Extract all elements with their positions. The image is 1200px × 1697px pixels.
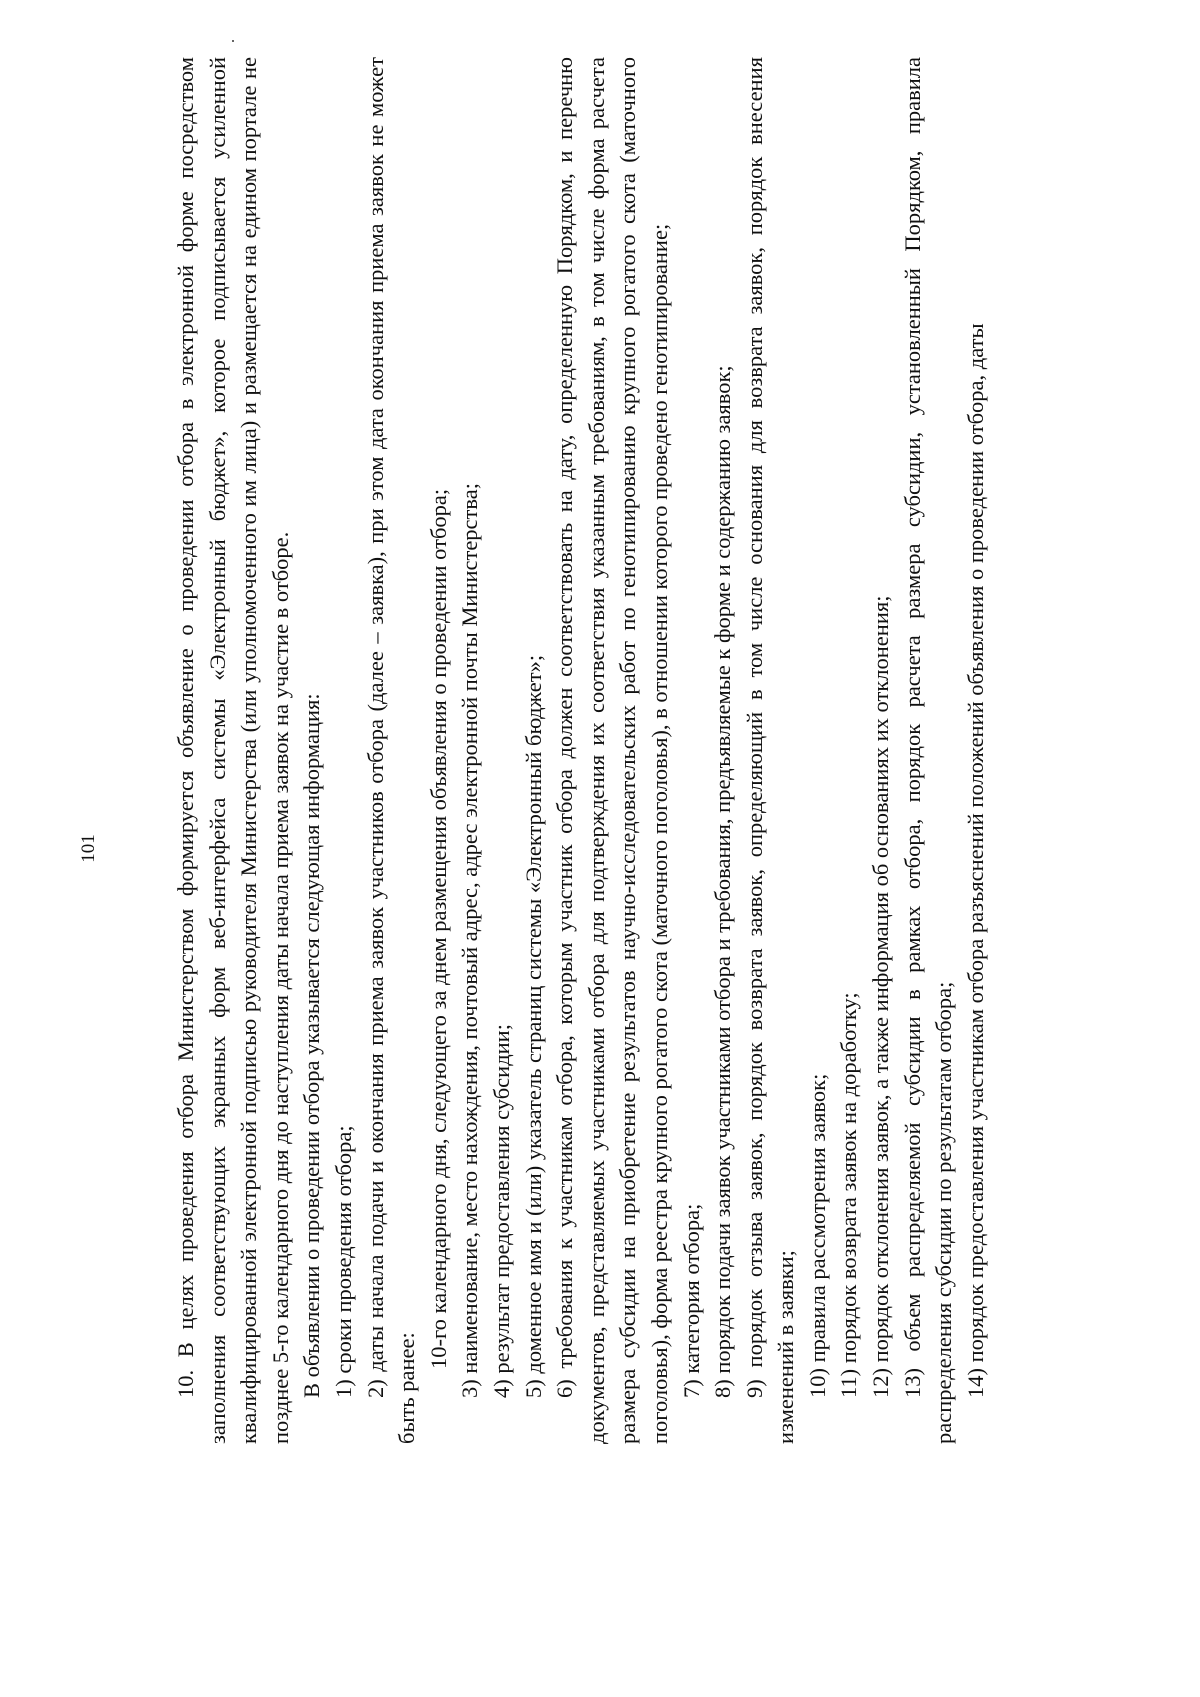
paragraph-10: 10. В целях проведения отбора Министерством формируется объявление о проведении отбора в электронной форме посредством заполнения соответствующих экранных форм веб-интерфейса системы «Электронный бюджет», которое подписывается усиленной квалифицированной электронной подписью руководителя Министерства (или уполномоченного им лица) и размещается на едином портале не позднее 5-го календарного дня до наступления даты начала приема заявок на участие в отборе. — [173, 57, 293, 1444]
list-item-3: 3) наименование, место нахождения, почтовый адрес, адрес электронной почты Министерства; — [457, 483, 483, 1398]
list-item-4: 4) результат предоставления субсидии; — [488, 1024, 514, 1398]
list-item-2: 2) даты начала подачи и окончания приема заявок участников отбора (далее – заявка), при этом дата окончания приема заявок не может быть ранее: — [362, 57, 420, 1444]
list-item-2-subclause: 10-го календарного дня, следующего за днем размещения объявления о проведении отбора; — [425, 488, 451, 1369]
list-item-8: 8) порядок подачи заявок участниками отбора и требования, предъявляемые к форме и содержанию заявок; — [710, 365, 736, 1398]
paragraph-announcement-info: В объявлении о проведении отбора указывается следующая информация: — [299, 693, 325, 1398]
list-item-1: 1) сроки проведения отбора; — [330, 1125, 356, 1398]
list-item-14: 14) порядок предоставления участникам отбора разъяснений положений объявления о проведении отбора, даты — [962, 323, 988, 1398]
page-number: 101 — [78, 834, 99, 863]
document-body — [170, 57, 991, 1444]
list-item-6: 6) требования к участникам отбора, которым участник отбора должен соответствовать на дату, определенную Порядком, и перечню документов, представляемых участниками отбора для подтверждения их соответствия указанным требованиям, в том числе форма расчета размера субсидии на приобретение результатов научно-исследовательских работ по генотипированию крупного рогатого скота (маточного поголовья), форма реестра крупного рогатого скота (маточного поголовья), в отношении которого проведено генотипирование; — [552, 57, 672, 1444]
list-item-11: 11) порядок возврата заявок на доработку; — [836, 992, 862, 1398]
list-item-12: 12) порядок отклонения заявок, а также информация об основаниях их отклонения; — [868, 595, 894, 1398]
list-item-5: 5) доменное имя и (или) указатель страниц системы «Электронный бюджет»; — [520, 654, 546, 1398]
list-item-10: 10) правила рассмотрения заявок; — [804, 1073, 830, 1398]
list-item-7: 7) категория отбора; — [678, 1203, 704, 1398]
list-item-9: 9) порядок отзыва заявок, порядок возврата заявок, определяющий в том числе основания для возврата заявок, порядок внесения изменений в заявки; — [741, 57, 799, 1444]
scan-speck — [232, 40, 234, 42]
list-item-13: 13) объем распределяемой субсидии в рамках отбора, порядок расчета размера субсидии, установленный Порядком, правила распределения субсидии по результатам отбора; — [899, 57, 957, 1444]
